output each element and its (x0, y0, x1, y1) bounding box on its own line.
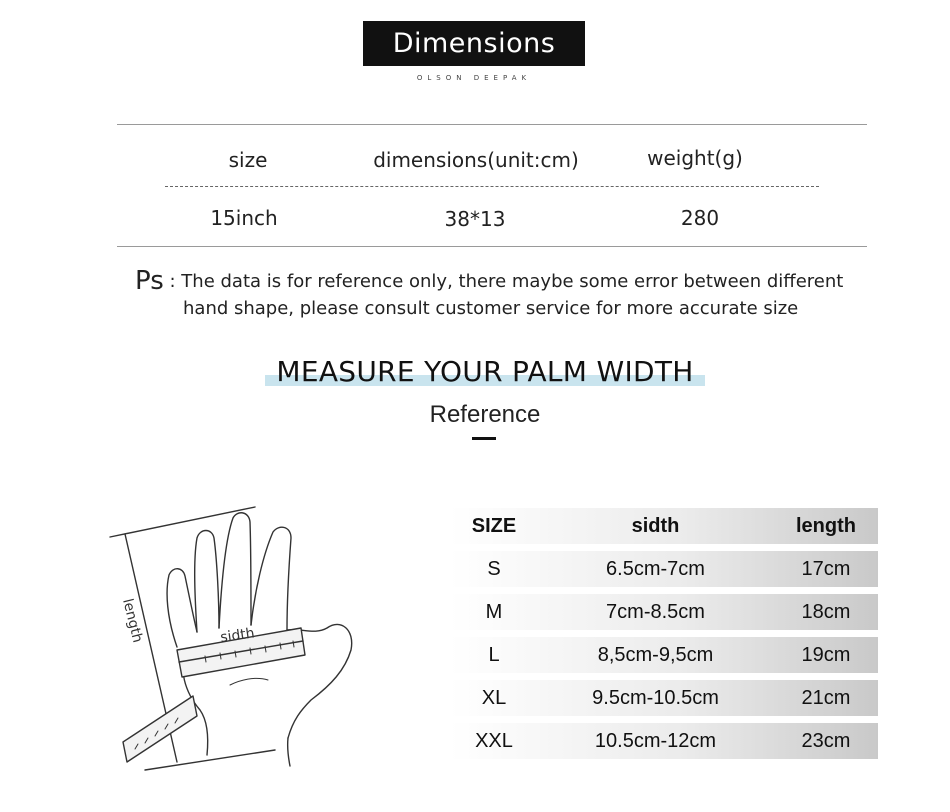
measure-heading: MEASURE YOUR PALM WIDTH (276, 355, 694, 388)
size-cell: XL (481, 687, 507, 709)
size-chart-row (450, 637, 878, 673)
finger-ring (195, 531, 219, 633)
table-bottom-rule (117, 246, 867, 247)
length-label: length (119, 597, 146, 645)
size-chart-row (450, 723, 878, 759)
length-top-line (110, 507, 255, 537)
size-cell: XXL (475, 730, 513, 752)
spec-header-weight: weight(g) (647, 146, 743, 170)
size-chart-row (450, 594, 878, 630)
page-title: Dimensions (363, 21, 585, 66)
length-cell: 18cm (801, 601, 851, 623)
width-cell: 9.5cm-10.5cm (592, 687, 719, 709)
length-tape (123, 696, 197, 762)
hand-measurement-illustration (105, 500, 375, 780)
spec-divider (165, 186, 819, 187)
note-text-1: The data is for reference only, there maybe some error between different (181, 271, 844, 292)
width-cell: 8,5cm-9,5cm (597, 644, 714, 666)
size-cell: L (488, 644, 500, 666)
size-chart-header (450, 508, 878, 544)
reference-underline (472, 437, 496, 440)
size-chart-row (450, 551, 878, 587)
spec-header-dimensions: dimensions(unit:cm) (373, 148, 579, 172)
width-label: sidth (219, 625, 256, 646)
note-prefix: Ps (135, 266, 164, 296)
length-cell: 17cm (801, 558, 851, 580)
size-chart-header-length: length (796, 515, 856, 537)
length-cell: 19cm (801, 644, 851, 666)
palm-crease (230, 678, 268, 685)
width-cell: 6.5cm-7cm (606, 558, 705, 580)
size-chart-header-size: SIZE (471, 515, 517, 537)
spec-value-dimensions: 38*13 (444, 207, 506, 231)
brand-name: OLSON DEEPAK (416, 74, 532, 82)
note-colon: : (163, 271, 182, 292)
palm-right-edge (288, 738, 290, 766)
spec-value-size: 15inch (210, 206, 278, 230)
finger-pinky (167, 569, 197, 647)
length-cell: 21cm (801, 687, 851, 709)
finger-middle (219, 513, 251, 628)
finger-index (251, 527, 291, 630)
size-cell: M (485, 601, 503, 623)
size-chart-header-width: sidth (631, 515, 680, 537)
size-chart-row (450, 680, 878, 716)
note-line-1 (135, 266, 843, 296)
table-top-rule (117, 124, 867, 125)
length-bottom-line (145, 750, 275, 770)
reference-label: Reference (429, 401, 541, 428)
width-cell: 7cm-8.5cm (606, 601, 705, 623)
width-cell: 10.5cm-12cm (594, 730, 717, 752)
spec-value-weight: 280 (680, 206, 720, 230)
length-cell: 23cm (801, 730, 851, 752)
size-cell: S (487, 558, 501, 580)
note-text-2: hand shape, please consult customer service for more accurate size (183, 298, 799, 319)
spec-header-size: size (228, 148, 268, 172)
